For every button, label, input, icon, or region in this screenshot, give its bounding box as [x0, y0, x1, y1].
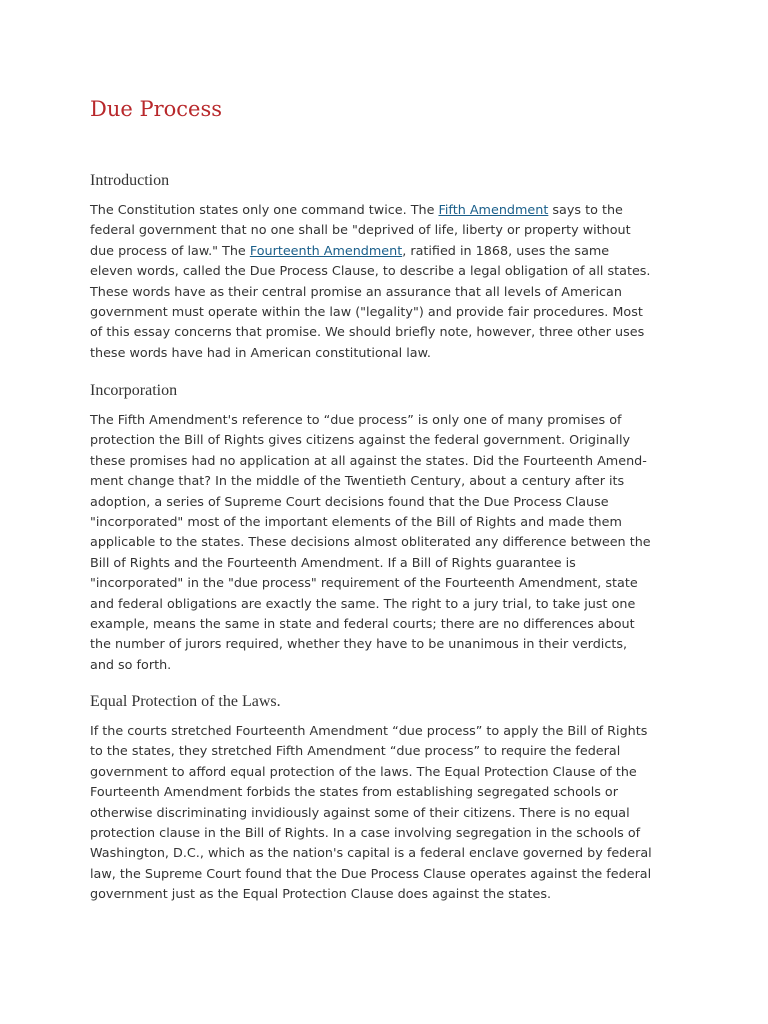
text-run: otherwise discriminating invidiously against some of their citizens. There is no equal [90, 805, 630, 821]
text-run: these words have had in American constitutional law. [90, 345, 431, 361]
text-line [90, 452, 651, 472]
text-line [90, 865, 652, 885]
text-line [90, 472, 651, 492]
text-line [90, 783, 652, 803]
text-line [90, 885, 652, 905]
text-line [90, 742, 652, 762]
paragraph-equal-protection [90, 722, 652, 906]
text-run: due process of law." The [90, 243, 250, 259]
text-run: Washington, D.C., which as the nation's capital is a federal enclave governed by federal [90, 846, 652, 862]
text-line [90, 533, 651, 553]
section-heading-equal-protection: Equal Protection of the Laws. [90, 693, 281, 710]
text-run: government to afford equal protection of the laws. The Equal Protection Clause of the [90, 764, 637, 780]
text-run: If the courts stretched Fourteenth Amendment “due process” to apply the Bill of Rights [90, 724, 648, 739]
text-line [90, 221, 650, 241]
text-line [90, 824, 652, 844]
text-run: federal government that no one shall be "deprived of life, liberty or property without [90, 223, 631, 239]
text-line [90, 262, 650, 282]
text-run: and federal obligations are exactly the same. The right to a jury trial, to take just one [90, 596, 636, 612]
text-run: law, the Supreme Court found that the Due Process Clause operates against the federal [90, 866, 652, 882]
text-run: Fourteenth Amendment forbids the states from establishing segregated schools or [90, 785, 618, 801]
text-line [90, 323, 650, 343]
text-line [90, 722, 652, 742]
text-run: and so forth. [90, 657, 172, 673]
text-line [90, 763, 652, 783]
text-line [90, 554, 651, 574]
text-line [90, 242, 650, 262]
paragraph-incorporation [90, 411, 651, 676]
text-line [90, 635, 651, 655]
text-line [90, 804, 652, 824]
text-run: the number of jurors required, whether they have to be unanimous in their verdicts, [90, 637, 628, 653]
text-line [90, 493, 651, 513]
page-title: Due Process [90, 97, 223, 121]
text-line [90, 615, 651, 635]
text-line [90, 656, 651, 676]
text-line [90, 201, 650, 221]
text-run: protection clause in the Bill of Rights. In a case involving segregation in the schools of [90, 826, 641, 842]
text-line [90, 844, 652, 864]
text-line [90, 303, 650, 323]
text-run: of this essay concerns that promise. We should briefly note, however, three other uses [90, 325, 645, 341]
text-run: protection the Bill of Rights gives citizens against the federal government. Originally [90, 433, 631, 449]
text-line [90, 574, 651, 594]
text-run: adoption, a series of Supreme Court decisions found that the Due Process Clause [90, 494, 609, 510]
section-heading-incorporation: Incorporation [90, 382, 178, 399]
text-run: ment change that? In the middle of the Twentieth Century, about a century after its [90, 474, 625, 490]
text-run: The Constitution states only one command twice. The [90, 203, 439, 218]
text-line [90, 431, 651, 451]
text-line [90, 595, 651, 615]
section-heading-introduction: Introduction [90, 172, 170, 189]
fifth-amendment-link[interactable]: Fifth Amendment [438, 203, 549, 218]
text-run: "incorporated" in the "due process" requirement of the Fourteenth Amendment, state [90, 576, 638, 592]
text-run: eleven words, called the Due Process Clause, to describe a legal obligation of all states. [90, 264, 651, 280]
text-run: The Fifth Amendment's reference to “due process” is only one of many promises of [90, 413, 622, 428]
text-run: these promises had no application at all against the states. Did the Fourteenth Amend- [90, 453, 647, 469]
text-line [90, 344, 650, 364]
text-run: "incorporated" most of the important elements of the Bill of Rights and made them [90, 515, 622, 531]
text-run: government just as the Equal Protection Clause does against the states. [90, 887, 552, 903]
text-line [90, 283, 650, 303]
text-line [90, 513, 651, 533]
text-run: These words have as their central promise an assurance that all levels of American [90, 284, 622, 300]
text-run: , ratified in 1868, uses the same [402, 243, 610, 259]
text-run: Bill of Rights and the Fourteenth Amendment. If a Bill of Rights guarantee is [90, 555, 576, 571]
text-run: says to the [548, 203, 623, 218]
text-line [90, 411, 651, 431]
paragraph-introduction [90, 201, 650, 364]
fourteenth-amendment-link[interactable]: Fourteenth Amendment [249, 243, 403, 259]
text-run: example, means the same in state and federal courts; there are no differences about [90, 617, 635, 633]
text-run: applicable to the states. These decisions almost obliterated any difference between the [90, 535, 651, 551]
text-run: government must operate within the law ("legality") and provide fair procedures. Most [90, 305, 643, 321]
text-run: to the states, they stretched Fifth Amendment “due process” to require the federal [90, 744, 621, 760]
